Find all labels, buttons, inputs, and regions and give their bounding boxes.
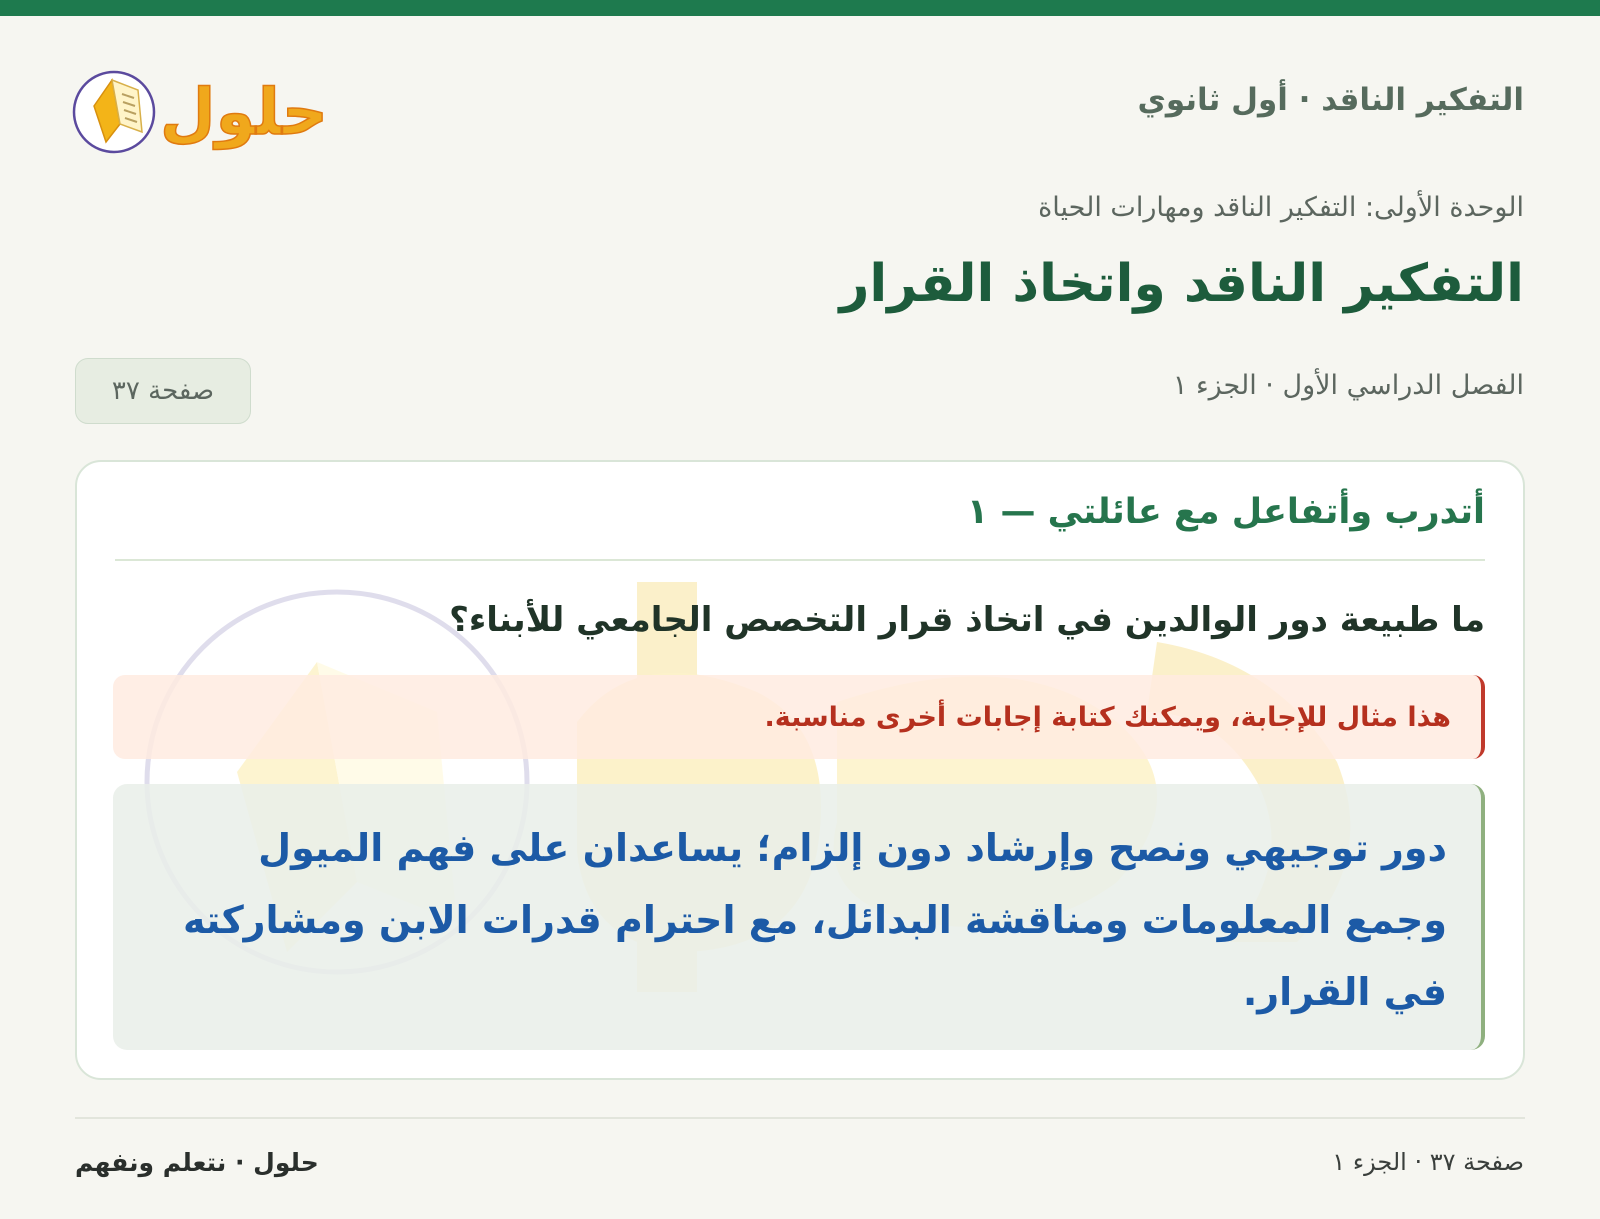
footer-brand: حلول · نتعلم ونفهم [75, 1148, 319, 1177]
question-text: ما طبيعة دور الوالدين في اتخاذ قرار التخصص الجامعي للأبناء؟ [449, 600, 1485, 640]
heading-divider [115, 559, 1485, 561]
hulul-logo [72, 50, 342, 160]
lesson-title: التفكير الناقد واتخاذ القرار [839, 254, 1524, 314]
card-heading: أتدرب وأتفاعل مع عائلتي — ١ [966, 492, 1485, 532]
footer-page-info: صفحة ٣٧ · الجزء ١ [1332, 1148, 1524, 1176]
unit-label: الوحدة الأولى: التفكير الناقد ومهارات الحياة [1038, 192, 1524, 223]
logo-wordmark: حلول [160, 76, 328, 150]
term-label: الفصل الدراسي الأول · الجزء ١ [1172, 370, 1524, 401]
top-accent-bar [0, 0, 1600, 16]
footer-divider [75, 1117, 1525, 1119]
answer-note-banner [113, 675, 1485, 759]
answer-text: دور توجيهي ونصح وإرشاد دون إلزام؛ يساعدان على فهم الميول وجمع المعلومات ومناقشة البدائل، مع احترام قدرات الابن ومشاركته في القرار. [183, 826, 1447, 1014]
page-number-chip: صفحة ٣٧ [75, 358, 251, 424]
course-title: التفكير الناقد · أول ثانوي [1137, 82, 1524, 118]
exercise-card [75, 460, 1525, 1080]
answer-box [113, 784, 1485, 1050]
note-text: هذا مثال للإجابة، ويمكنك كتابة إجابات أخرى مناسبة. [764, 701, 1451, 733]
